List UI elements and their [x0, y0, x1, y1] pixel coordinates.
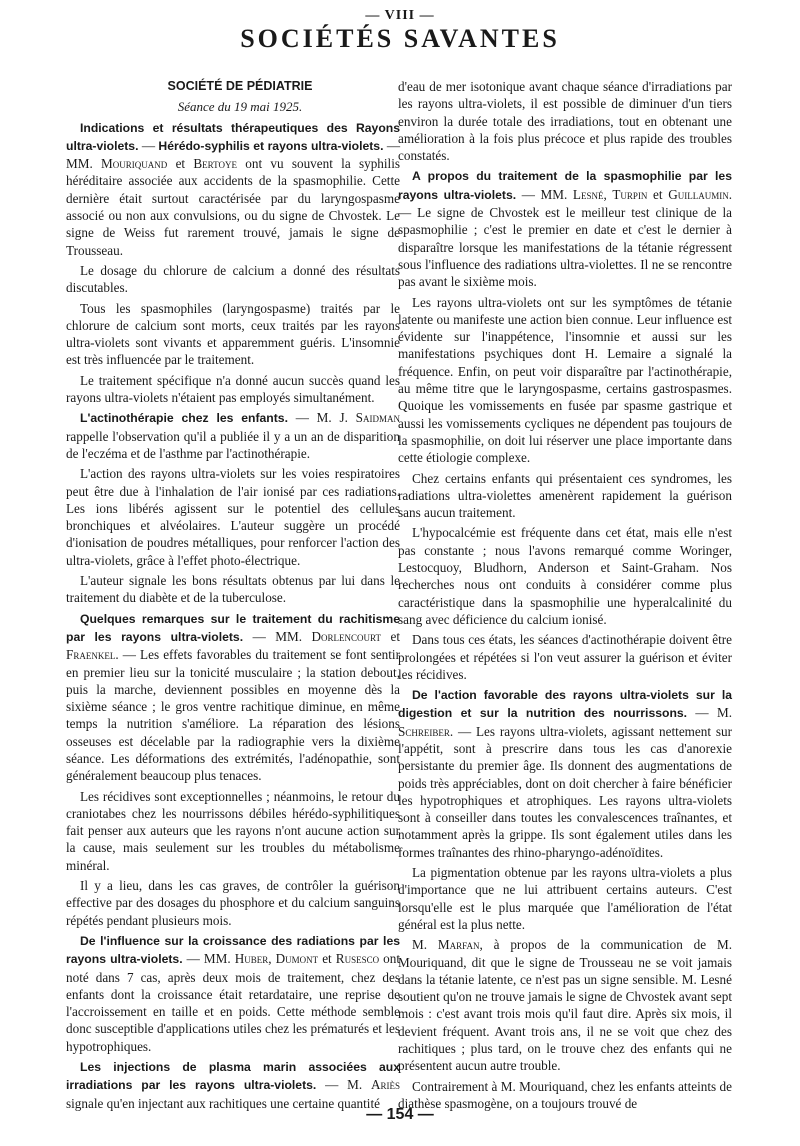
conjunction: et	[167, 156, 194, 172]
author-name: Saidman	[355, 410, 400, 426]
author-name: Ariès	[370, 1077, 400, 1093]
author-name: Mouriquand	[101, 156, 168, 172]
article-heading: De l'influence sur la croissance des radiations par les rayons ultra-violets.	[66, 933, 400, 967]
paragraph: Tous les spasmophiles (laryngospasme) traités par le chlorure de calcium sont morts, ceux traités par les rayons ultra-violets sont vivants et apparemment guéris. L'insomnie est très influencée par le traitement.	[66, 300, 400, 368]
body-text: rappelle l'observation qu'il a publiée il y a un an de disparition de l'eczéma et de l'asthme par l'actinothérapie.	[66, 428, 400, 461]
author-name: Guillaumin	[668, 186, 729, 202]
body-text: ont vu souvent la syphilis héréditaire associée aux accidents de la spasmophilie. Cette dernière était surtout caractérisée par du laryngospasme associé ou non aux convulsions, ou du signe de Chvostek. Le signe de Weiss fut rarement trouvé, jamais le signe de Trousseau.	[66, 156, 401, 258]
article-heading: Les injections de plasma marin associées aux irradiations par les rayons ultra-violets.	[66, 1060, 400, 1093]
paragraph: L'hypocalcémie est fréquente dans cet état, mais elle n'est pas constante ; nous l'avons remarqué comme Woringer, Lestocquoy, Bludhorn, Anderson et Saint-Graham. Nos recherches nous ont conduits à considérer comme plus caractéristique dans la spasmophilie une hyperalcalinité du sang avec déficience du calcium ionisé.	[398, 525, 732, 627]
author-name: Bertoye	[193, 156, 237, 172]
page-number: — 154 —	[366, 1106, 434, 1123]
author-name: Turpin	[612, 186, 648, 202]
paragraph	[66, 610, 400, 785]
separator: — MM.	[516, 186, 573, 202]
separator: —	[138, 137, 159, 153]
author-name: Schreiber	[398, 723, 450, 739]
section-title: SOCIÉTÉ DE PÉDIATRIE	[167, 79, 313, 93]
paragraph: Les récidives sont exceptionnelles ; néanmoins, le retour du craniotabes chez les nourrissons débiles hérédo-syphilitiques fait penser aux auteurs que les rayons n'ont aucune action sur la cause, mais seulement sur les troubles du métabolisme minéral.	[66, 788, 400, 873]
page-roman-numeral: — VIII —	[365, 8, 435, 23]
paragraph: Le traitement spécifique n'a donné aucun succès quand les rayons ultra-violets n'étaient pas employés simultanément.	[66, 372, 400, 406]
author-name: Fraenkel	[66, 647, 116, 663]
right-column	[398, 78, 732, 1115]
article-heading: L'actinothérapie chez les enfants.	[80, 411, 288, 426]
paragraph	[398, 936, 732, 1074]
author-name: Huber	[234, 951, 269, 967]
conjunction: et	[318, 951, 336, 967]
paragraph: Contrairement à M. Mouriquand, chez les enfants atteints de diathèse spasmogène, on a toujours trouvé de	[398, 1078, 732, 1111]
author-name: Dumont	[275, 951, 319, 967]
paragraph: Les rayons ultra-violets ont sur les symptômes de tétanie latente ou manifeste une action bien connue. Leur influence est évidente sur l'inappétence, l'insomnie et aussi sur les manifestations psychiques dont H. Lemaire a signalé la fréquence. Enfin, on peut voir disparaître par l'actinothérapie, au même titre que le laryngospasme, certains gastrospasmes. Quoique les vomissements en fusée par spasme gastrique et aussi les vomissements cycliques ne dépendent pas toujours de la spasmophilie, on doit lui réserver une place importante dans cette étiologie complexe.	[398, 294, 732, 466]
section-date: Séance du 19 mai 1925.	[177, 99, 303, 115]
separator: — M.	[687, 705, 732, 721]
paragraph	[66, 932, 400, 1055]
paragraph: L'action des rayons ultra-violets sur les voies respiratoires peut être due à l'inhalation de l'air ionisé par ces radiations. Les ions libérés agissent sur le potentiel des cellules bronchiques et alvéolaires. L'auteur suggère un procédé d'ionisation de poudres métalliques, pour renforcer l'action des ultra-violets, grâce à l'effet photo-électrique.	[66, 466, 400, 568]
author-name: Rusesco	[335, 951, 380, 967]
article-heading: Quelques remarques sur le traitement du rachitisme par les rayons ultra-violets.	[66, 611, 400, 644]
conjunction: et	[647, 186, 669, 202]
author-name: Lesné	[572, 186, 604, 202]
separator: — MM.	[182, 951, 235, 967]
paragraph: Chez certains enfants qui présentaient ces syndromes, les radiations ultra-violettes amenèrent rapidement la guérison sans aucun traitement.	[398, 470, 732, 521]
article-heading: A propos du traitement de la spasmophilie par les rayons ultra-violets.	[398, 169, 732, 202]
paragraph: L'auteur signale les bons résultats obtenus par lui dans le traitement du diabète et de la tuberculose.	[66, 573, 400, 606]
paragraph: d'eau de mer isotonique avant chaque séance d'irradiations par les rayons ultra-violets, il est possible de diminuer d'un tiers environ la durée totale des irradiations, tout en obtenant une amélioration à la fois plus précoce et plus rapide des troubles constatés.	[398, 79, 732, 164]
separator: — M.	[316, 1077, 371, 1093]
body-text: . — Les rayons ultra-violets, agissant nettement sur l'appétit, sont à prescrire dans tous les cas d'anorexie persistante du premier âge. Ils donnent des augmentations de poids très appréciables, dont on doit chercher à faire bénéficier les hypotrophiques et atrophiques. Les rayons ultra-violets sont à conseiller dans toutes les convalescences traînantes, et notamment après la grippe. Ils sont également utiles dans les formes traînantes des rhino-pharyngo-adénoïdites.	[398, 723, 732, 860]
body-text: ont noté dans 7 cas, après deux mois de traitement, chez des enfants dont la croissance était retardataire, une reprise de l'accroissement en taille et en poids. Cette méthode semble donc susceptible d'applications utiles chez les prématurés et les hypotrophiques.	[66, 951, 401, 1054]
article-subheading: Hérédo-syphilis et rayons ultra-violets.	[158, 138, 384, 153]
paragraph: Le dosage du chlorure de calcium a donné des résultats discutables.	[66, 262, 400, 296]
paragraph	[66, 409, 400, 462]
paragraph: Dans tous ces états, les séances d'actinothérapie doivent être prolongées et répétées si l'on veut assurer la guérison et éviter les récidives.	[398, 632, 732, 682]
paragraph	[398, 167, 732, 290]
article-heading: Indications et résultats thérapeutiques des Rayons ultra-violets.	[66, 120, 400, 153]
conjunction: et	[381, 628, 401, 644]
paragraph	[398, 686, 732, 861]
page-title: SOCIÉTÉS SAVANTES	[240, 24, 560, 53]
body-text: signale qu'en injectant aux rachitiques une certaine quantité	[66, 1095, 380, 1111]
paragraph	[66, 119, 400, 259]
article-heading: De l'action favorable des rayons ultra-violets sur la digestion et sur la nutrition des nourrissons.	[398, 688, 732, 721]
left-column	[66, 78, 400, 1115]
body-text: . — Les effets favorables du traitement se font sentir en premier lieu sur la tonicité musculaire ; la station debout, puis la marche, deviennent possibles en moyenne dès la sixième séance ; le gros ventre rachitique diminue, en même temps la nutrition s'améliore. La réparation des lésions osseuses est décelable par la radiographie vers la dixième séance. Les déformations des extrémités, l'adénopathie, sont généralement beaucoup plus tenaces.	[66, 647, 400, 784]
paragraph	[66, 1058, 400, 1112]
body-text: , à propos de la communication de M. Mouriquand, dit que le signe de Trousseau ne se voit jamais dans la tétanie latente, ce n'est pas un signe sensible. M. Lesné soutient qu'on ne trouve jamais le signe de Chvostek avant sept mois : c'est avant trois mois qu'il faut dire. Après six mois, il devient fréquent. Avant trois ans, il ne se voit que chez des rachitiques ; plus tard, on le trouve chez des enfants qui ne présentent aucun autre trouble.	[398, 937, 732, 1074]
separator: — M. J.	[287, 410, 356, 426]
separator: — MM.	[66, 137, 401, 172]
paragraph: La pigmentation obtenue par les rayons ultra-violets a plus d'importance que ne lui attribuent certains auteurs. C'est lorsqu'elle est le plus marquée que l'amélioration de l'état général est la plus nette.	[398, 865, 732, 932]
author-name: Marfan	[437, 937, 480, 953]
prefix: M.	[412, 937, 438, 953]
separator: ,	[603, 186, 613, 202]
paragraph: Il y a lieu, dans les cas graves, de contrôler la guérison effective par des dosages du phosphore et du calcium sanguins répétés pendant plusieurs mois.	[66, 878, 400, 928]
author-name: Dorlencourt	[311, 628, 381, 644]
separator: — MM.	[243, 628, 312, 644]
separator: ,	[268, 951, 276, 967]
body-text: . — Le signe de Chvostek est le meilleur test clinique de la spasmophilie ; c'est le premier en date et c'est le dernier à disparaître lorsque les manifestations de la tétanie régressent sous l'influence des radiations ultra-violettes. Il ne se rencontre pas avant le sixième mois.	[398, 186, 732, 290]
